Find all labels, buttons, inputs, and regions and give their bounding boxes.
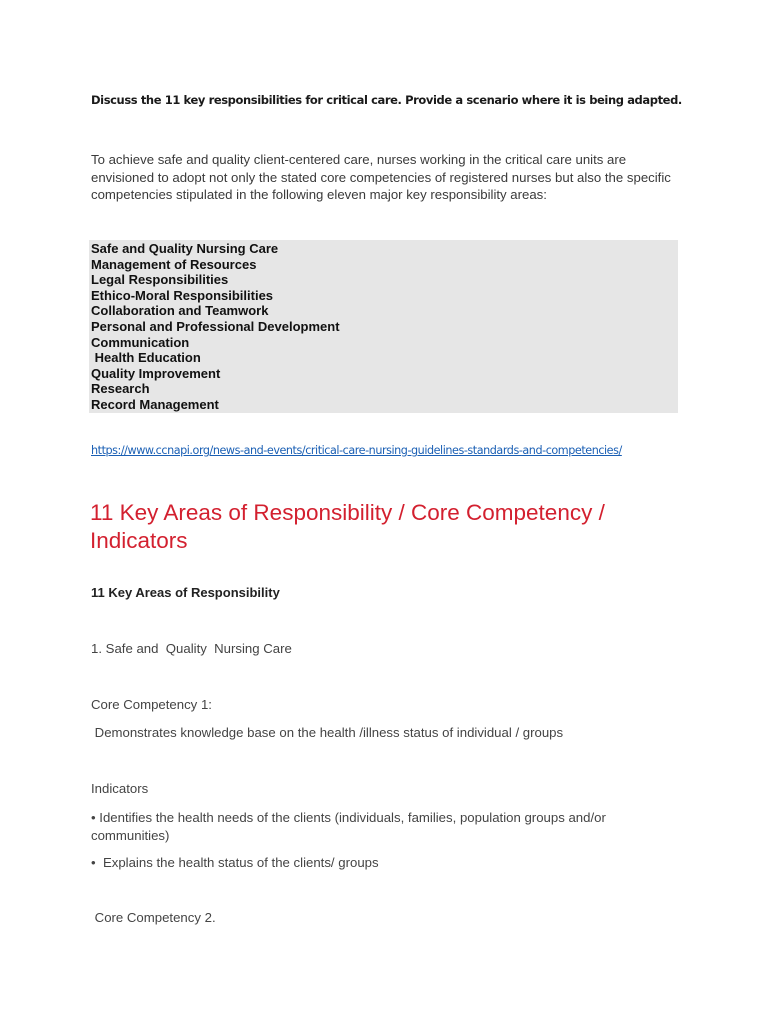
indicator-item: • Explains the health status of the clients/ groups [91,855,379,870]
list-item: Communication [91,334,190,350]
intro-paragraph: To achieve safe and quality client-centered care, nurses working in the critical care units are envisioned to adopt not only the stated core competencies of registered nurses but also the specific competencies stipulated in the following eleven major key responsibility areas: [91,152,671,202]
indicator-item: • Identifies the health needs of the clients (individuals, families, population groups and/or communities) [91,810,610,843]
list-item: Personal and Professional Development [91,318,340,334]
indicators-label: Indicators [91,781,149,796]
area-1-title: 1. Safe and Quality Nursing Care [91,641,292,656]
core-competency-2-label: Core Competency 2. [91,910,216,925]
question-prompt: Discuss the 11 key responsibilities for critical care. Provide a scenario where it is being adapted. [91,93,682,107]
main-heading: 11 Key Areas of Responsibility / Core Competency / Indicators [90,500,605,553]
list-item: Collaboration and Teamwork [91,303,269,319]
list-item: Management of Resources [91,256,257,272]
list-item: Ethico-Moral Responsibilities [91,287,274,303]
core-competency-1-text: Demonstrates knowledge base on the health /illness status of individual / groups [91,725,564,740]
list-item: Legal Responsibilities [91,272,229,288]
core-competency-1-label: Core Competency 1: [91,697,212,712]
source-link[interactable]: https://www.ccnapi.org/news-and-events/critical-care-nursing-guidelines-standards-and-competencies/ [91,444,622,457]
list-item: Research [91,381,150,397]
list-item: Safe and Quality Nursing Care [91,241,279,256]
list-item: Health Education [91,350,201,366]
list-item: Record Management [91,396,219,412]
responsibilities-list [91,241,671,413]
list-item: Quality Improvement [91,365,221,381]
sub-heading: 11 Key Areas of Responsibility [91,585,280,600]
